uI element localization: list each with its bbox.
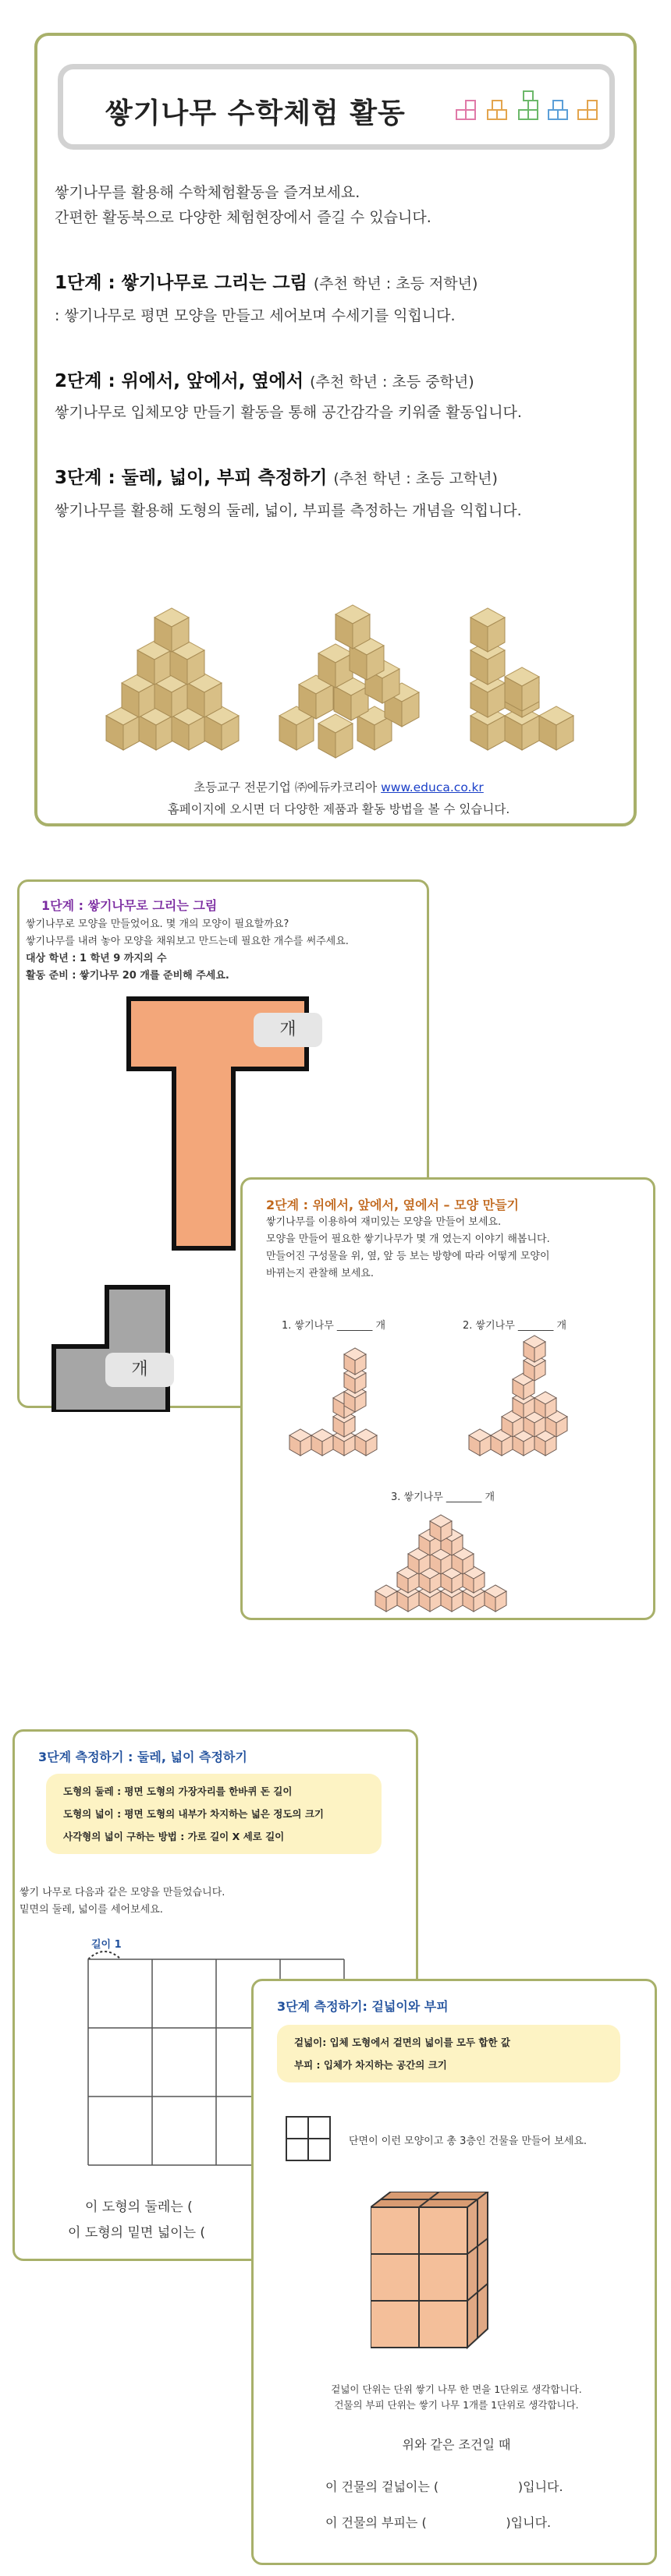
wood-block-photo-3 bbox=[455, 589, 611, 769]
title-banner bbox=[58, 64, 615, 150]
question-1: 1. 쌓기나무 _______ 개 bbox=[282, 1320, 386, 1332]
step-2-desc: 쌓기나무로 입체모양 만들기 활동을 통해 공간감각을 키워줄 활동입니다. bbox=[55, 404, 522, 421]
step-1-title: 1단계 : 쌓기나무로 그리는 그림 bbox=[55, 273, 307, 293]
company-name: 초등교구 전문기업 ㈜에듀카코리아 bbox=[193, 780, 378, 794]
cross-section-icon bbox=[285, 2115, 332, 2162]
step-3-heading bbox=[55, 463, 498, 489]
wood-block-photo-2 bbox=[272, 589, 428, 769]
l-shape bbox=[54, 1287, 168, 1412]
sheet-2-line-2: 모양을 만들어 필요한 쌓기나무가 몇 개 였는지 이야기 해봅니다. bbox=[266, 1233, 550, 1245]
worksheet-step-3-volume bbox=[251, 1979, 657, 2565]
step-2-title: 2단계 : 위에서, 앞에서, 옆에서 bbox=[55, 371, 304, 391]
sheet-3-line-2: 밑면의 둘레, 넓이를 세어보세요. bbox=[20, 1904, 163, 1916]
sheet-2-line-3: 만들어진 구성물을 위, 옆, 앞 등 보는 방향에 따라 어떻게 모양이 bbox=[266, 1251, 550, 1262]
intro-lead-2: 간편한 활동북으로 다양한 체험현장에서 즐길 수 있습니다. bbox=[55, 209, 431, 226]
building-figure bbox=[371, 2192, 527, 2371]
def-surface-area: 겉넓이: 입체 도형에서 겉면의 넓이를 모두 합한 값 bbox=[294, 2036, 510, 2048]
sheet-3-title: 3단계 측정하기 : 둘레, 넓이 측정하기 bbox=[38, 1750, 247, 1764]
intro-lead-1: 쌓기나무를 활용해 수학체험활동을 즐겨보세요. bbox=[55, 184, 360, 201]
sheet-1-target: 대상 학년 : 1 학년 9 까지의 수 bbox=[26, 953, 167, 964]
definition-box-2 bbox=[277, 2025, 620, 2082]
sheet-1-prep: 활동 준비 : 쌓기나무 20 개를 준비해 주세요. bbox=[26, 970, 229, 982]
company-line bbox=[37, 778, 640, 795]
length-label: 길이 1 bbox=[91, 1939, 122, 1951]
worksheet-step-2 bbox=[240, 1177, 655, 1620]
t-shape-answer-box[interactable]: 개 bbox=[254, 1013, 322, 1047]
definition-box bbox=[46, 1774, 382, 1854]
block-stacks-icon bbox=[453, 85, 609, 132]
step-2-heading bbox=[55, 366, 474, 392]
def-area: 도형의 넓이 : 평면 도형의 내부가 차지하는 넓은 정도의 크기 bbox=[63, 1808, 324, 1820]
sheet-2-title: 2단계 : 위에서, 앞에서, 옆에서 – 모양 만들기 bbox=[266, 1198, 519, 1212]
step-1-desc: : 쌓기나무로 평면 모양을 만들고 세어보며 수세기를 익힙니다. bbox=[55, 307, 456, 324]
sheet-1-title: 1단계 : 쌓기나무로 그리는 그림 bbox=[41, 898, 218, 913]
building-instruction: 단면이 이런 모양이고 총 3층인 건물을 만들어 보세요. bbox=[349, 2135, 588, 2147]
def-rect-area: 사각형의 넓이 구하는 방법 : 가로 길이 X 세로 길이 bbox=[63, 1831, 285, 1842]
sheet-2-line-1: 쌓기나무를 이용하여 재미있는 모양을 만들어 보세요. bbox=[266, 1216, 502, 1228]
l-shape-answer-box[interactable]: 개 bbox=[105, 1353, 174, 1387]
step-2-grade: (추천 학년 : 초등 중학년) bbox=[310, 373, 474, 391]
def-perimeter: 도형의 둘레 : 평면 도형의 가장자리를 한바퀴 돈 길이 bbox=[63, 1785, 293, 1797]
sheet-3-line-1: 쌓기 나무로 다음과 같은 모양을 만들었습니다. bbox=[20, 1887, 225, 1898]
sheet-1-line-1: 쌓기나무로 모양을 만들었어요. 몇 개의 모양이 필요할까요? bbox=[26, 918, 289, 930]
sheet-4-title: 3단계 측정하기: 겉넓이와 부피 bbox=[277, 1999, 449, 2014]
surface-area-question: 이 건물의 겉넓이는 ( )입니다. bbox=[325, 2479, 563, 2494]
unit-note-1: 겉넓이 단위는 단위 쌓기 나무 한 면을 1단위로 생각합니다. bbox=[331, 2383, 582, 2395]
homepage-link[interactable]: www.educa.co.kr bbox=[381, 780, 484, 794]
step-3-desc: 쌓기나무를 활용해 도형의 둘레, 넓이, 부피를 측정하는 개념을 익힙니다. bbox=[55, 502, 522, 519]
sheet-2-line-4: 바뀌는지 관찰해 보세요. bbox=[266, 1268, 374, 1279]
question-3: 3. 쌓기나무 _______ 개 bbox=[391, 1491, 495, 1503]
unit-note-2: 건물의 부피 단위는 쌓기 나무 1개를 1단위로 생각합니다. bbox=[334, 2399, 579, 2411]
homepage-note: 홈페이지에 오시면 더 다양한 제품과 활동 방법을 볼 수 있습니다. bbox=[167, 802, 510, 816]
sheet-2-cube-figures bbox=[243, 1180, 658, 1622]
step-1-heading bbox=[55, 268, 478, 294]
def-volume: 부피 : 입체가 차지하는 공간의 크기 bbox=[294, 2059, 447, 2071]
page-title: 쌓기나무 수학체험 활동 bbox=[105, 97, 406, 129]
question-2: 2. 쌓기나무 _______ 개 bbox=[463, 1320, 567, 1332]
step-3-title: 3단계 : 둘레, 넓이, 부피 측정하기 bbox=[55, 468, 328, 488]
area-question: 이 도형의 밑면 넓이는 ( bbox=[68, 2225, 206, 2241]
step-1-grade: (추천 학년 : 초등 저학년) bbox=[313, 275, 478, 292]
step-3-grade: (추천 학년 : 초등 고학년) bbox=[333, 470, 498, 487]
perimeter-question: 이 도형의 둘레는 ( bbox=[85, 2199, 193, 2215]
wood-block-photo-1 bbox=[91, 589, 262, 769]
volume-question: 이 건물의 부피는 ( )입니다. bbox=[325, 2515, 552, 2530]
intro-card bbox=[34, 33, 637, 826]
condition-text: 위와 같은 조건일 때 bbox=[402, 2437, 511, 2452]
sheet-1-line-2: 쌓기나무를 내려 놓아 모양을 채워보고 만드는데 필요한 개수를 써주세요. bbox=[26, 936, 349, 947]
